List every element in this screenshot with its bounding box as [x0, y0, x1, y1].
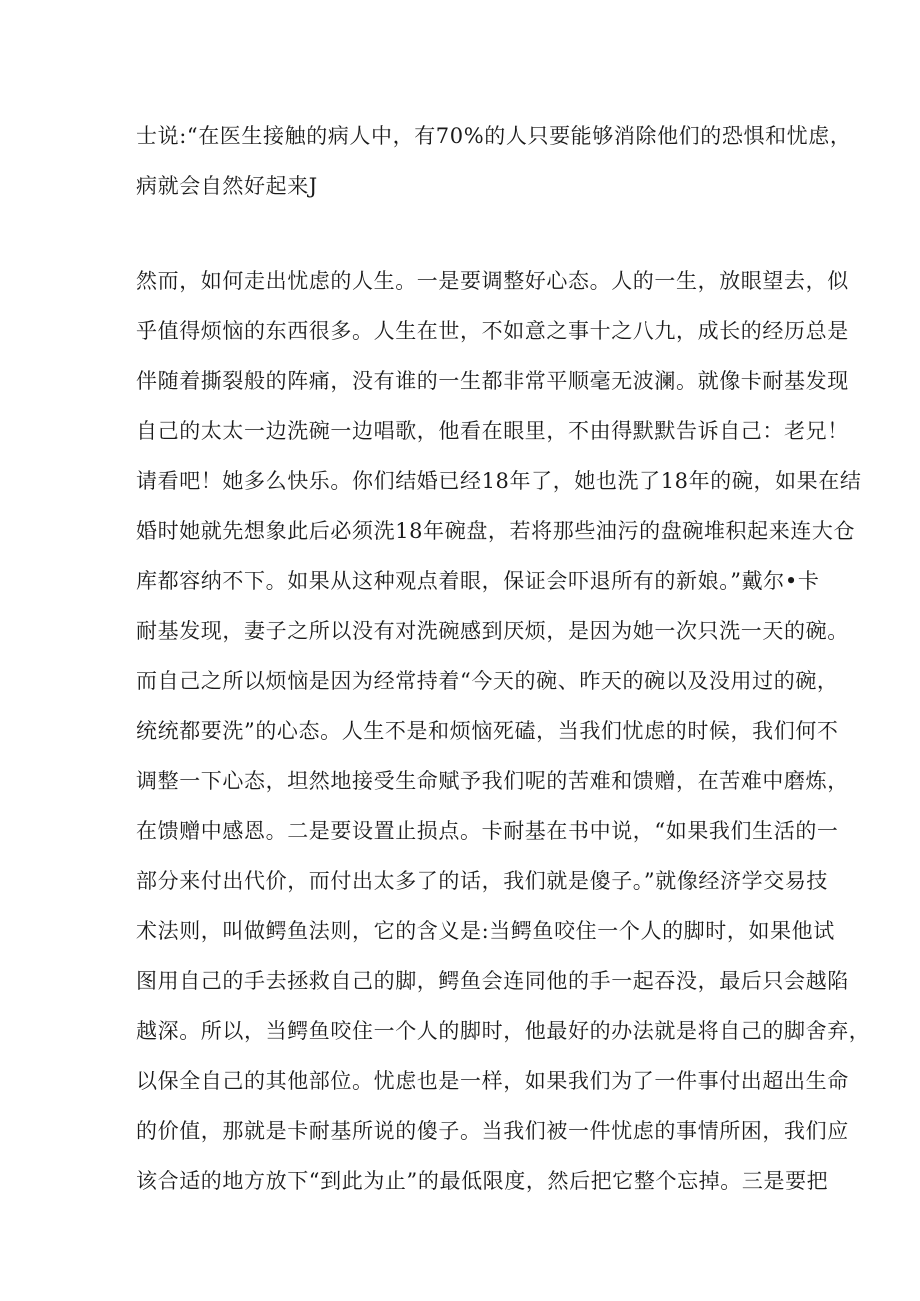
paragraph-2-line-13: 部分来付出代价，而付出太多了的话，我们就是傻子。”就像经济学交易技	[136, 869, 829, 893]
paragraph-2-line-8: 耐基发现，妻子之所以没有对洗碗感到厌烦，是因为她一次只洗一天的碗。	[136, 619, 849, 643]
paragraph-1-line-1: 士说:“在医生接触的病人中，有70%的人只要能够消除他们的恐惧和忧虑，	[136, 124, 852, 148]
paragraph-2-line-4: 自己的太太一边洗碗一边唱歌，他看在眼里，不由得默默告诉自己：老兄！	[136, 419, 849, 443]
paragraph-2-line-3: 伴随着撕裂般的阵痛，没有谁的一生都非常平顺毫无波澜。就像卡耐基发现	[136, 369, 849, 393]
paragraph-2-line-12: 在馈赠中感恩。二是要设置止损点。卡耐基在书中说，“如果我们生活的一	[136, 819, 839, 843]
paragraph-2-line-16: 越深。所以，当鳄鱼咬住一个人的脚时，他最好的办法就是将自己的脚舍弃，	[136, 1019, 871, 1043]
paragraph-2-line-5: 请看吧！她多么快乐。你们结婚已经18年了，她也洗了18年的碗，如果在结	[136, 469, 862, 493]
paragraph-2-line-19: 该合适的地方放下“到此为止”的最低限度，然后把它整个忘掉。三是要把	[136, 1169, 829, 1193]
paragraph-2-line-17: 以保全自己的其他部位。忧虑也是一样，如果我们为了一件事付出超出生命	[136, 1069, 849, 1093]
paragraph-2-line-6: 婚时她就先想象此后必须洗18年碗盘，若将那些油污的盘碗堆积起来连大仓	[136, 519, 856, 543]
paragraph-2-line-7: 库都容纳不下。如果从这种观点着眼，保证会吓退所有的新娘。”戴尔•卡	[136, 569, 820, 593]
paragraph-2-line-15: 图用自己的手去拯救自己的脚，鳄鱼会连同他的手一起吞没，最后只会越陷	[136, 969, 849, 993]
paragraph-1-line-2: 病就会自然好起来J	[136, 174, 318, 198]
paragraph-2-line-11: 调整一下心态，坦然地接受生命赋予我们呢的苦难和馈赠，在苦难中磨炼，	[136, 769, 849, 793]
paragraph-2-line-14: 术法则，叫做鳄鱼法则，它的含义是:当鳄鱼咬住一个人的脚时，如果他试	[136, 919, 835, 943]
paragraph-2-line-2: 乎值得烦恼的东西很多。人生在世，不如意之事十之八九，成长的经历总是	[136, 319, 849, 343]
paragraph-2-line-10: 统统都要洗”的心态。人生不是和烦恼死磕，当我们忧虑的时候，我们何不	[136, 719, 839, 743]
paragraph-2-line-1: 然而，如何走出忧虑的人生。一是要调整好心态。人的一生，放眼望去，似	[136, 269, 849, 293]
paragraph-2-line-9: 而自己之所以烦恼是因为经常持着“今天的碗、昨天的碗以及没用过的碗，	[136, 669, 839, 693]
paragraph-2-line-18: 的价值，那就是卡耐基所说的傻子。当我们被一件忧虑的事情所困，我们应	[136, 1119, 849, 1143]
